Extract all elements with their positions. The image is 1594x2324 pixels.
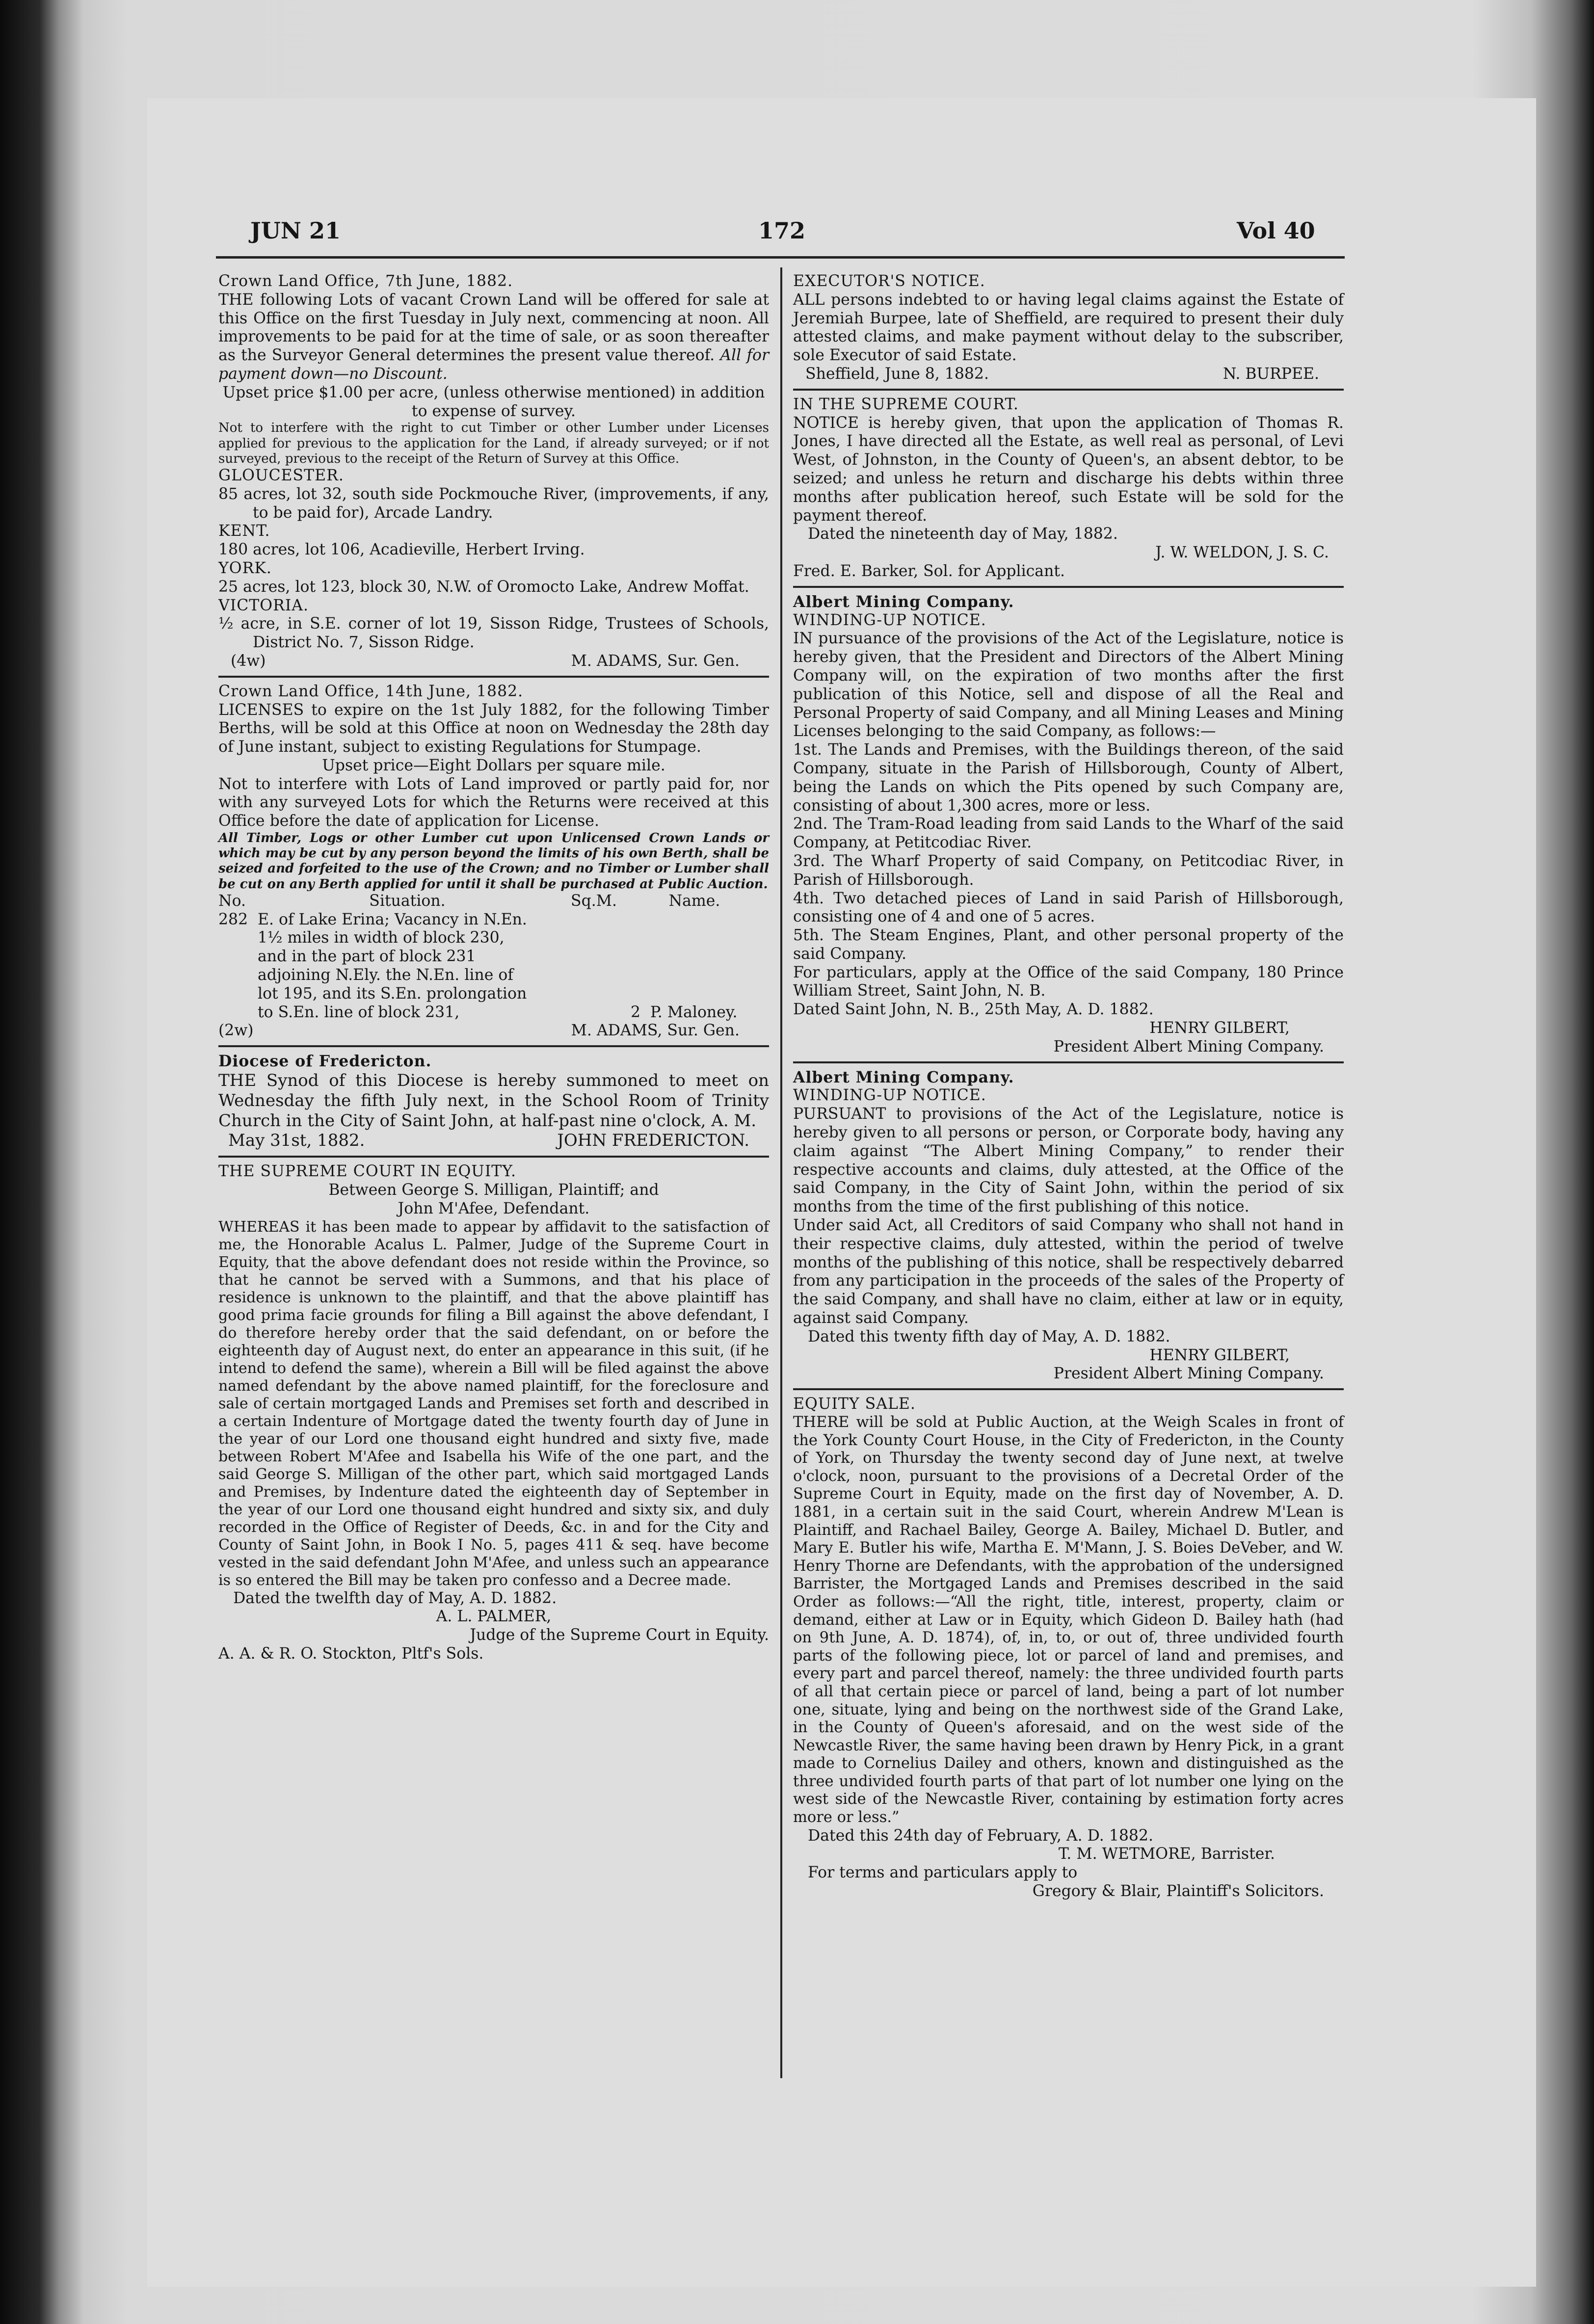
equity-sale-heading: EQUITY SALE.	[793, 1395, 916, 1413]
crown-land-note: Not to interfere with the right to cut Timber or other Lumber under Licenses applied for previous to the application for the Land, if already surveyed; or if not surveyed, previous to the receipt of the Return of Survey at this Office.	[218, 421, 769, 466]
albert-2-title: Albert Mining Company.	[793, 1068, 1014, 1086]
albert-1-item-5: 5th. The Steam Engines, Plant, and other personal property of the said Company.	[793, 926, 1344, 963]
crown-land-2-upset-price: Upset price—Eight Dollars per square mile.	[322, 756, 665, 774]
albert-1-signer-title: President Albert Mining Company.	[1053, 1037, 1324, 1056]
equity-sale-terms: For terms and particulars apply to	[808, 1864, 1078, 1882]
crown-land-notice-2	[218, 683, 769, 1041]
albert-2-body-2: Under said Act, all Creditors of said Company who shall not hand in their respective claims, duly attested, within the period of twelve months of the publishing of this notice, shall be respectively debarred from any participation in the proceeds of the sales of the Property of the said Company, and shall have no claim, either at law or in equity, against said Company.	[793, 1216, 1344, 1327]
separator	[218, 1156, 769, 1158]
supreme-heading: IN THE SUPREME COURT.	[793, 395, 1019, 413]
crown-land-2-body: LICENSES to expire on the 1st July 1882, for the following Timber Berths, will be sold at this Office at noon on Wednesday the 28th day of June instant, subject to existing Regulations for Stumpage.	[218, 701, 769, 756]
county-kent-heading: KENT.	[218, 522, 270, 540]
county-york-lot: 25 acres, lot 123, block 30, N.W. of Oromocto Lake, Andrew Moffat.	[218, 578, 749, 596]
county-victoria-lot: ½ acre, in S.E. corner of lot 19, Sisson Ridge, Trustees of Schools, District No. 7, Sisson Ridge.	[218, 615, 769, 652]
crown-land-2-signature: (2w) M. ADAMS, Sur. Gen.	[218, 1022, 740, 1040]
column-divider	[780, 267, 782, 2078]
crown-land-heading: Crown Land Office, 7th June, 1882.	[218, 272, 513, 290]
albert-2-signer-title: President Albert Mining Company.	[1053, 1365, 1324, 1383]
crown-land-body: THE following Lots of vacant Crown Land will be offered for sale at this Office on the first Tuesday in July next, commencing at noon. All improvements to be paid for at the time of sale, or as soon thereafter as the Surveyor General determines the present value thereof. All for payment down—no Discount.	[218, 290, 770, 383]
equity-court-notice	[218, 1162, 769, 1664]
diocese-body: THE Synod of this Diocese is hereby summoned to meet on Wednesday the fifth July next, in the School Room of Trinity Church in the City of Saint John, at half-past nine o'clock, A. M.	[218, 1071, 769, 1131]
executor-heading: EXECUTOR'S NOTICE.	[793, 272, 985, 290]
crown-land-upset-price: Upset price $1.00 per acre, (unless otherwise mentioned) in addition to expense of survey.	[222, 383, 765, 420]
equity-sale-solicitors: Gregory & Blair, Plaintiff's Solicitors.	[1032, 1882, 1324, 1901]
berth-table-row: 282 E. of Lake Erina; Vacancy in N.En. 1½ miles in width of block 230, and in the part of block 231 adjoining N.Ely. the N.En. line of lot 195, and its S.En. prolongation to S.En. line of block 231, 2 P. Maloney.	[218, 910, 738, 1021]
albert-1-title: Albert Mining Company.	[793, 592, 1014, 611]
equity-signer: A. L. PALMER,	[436, 1608, 552, 1626]
albert-2-body: PURSUANT to provisions of the Act of the Legislature, notice is hereby given to all persons or person, or Corporate body, having any claim against “The Albert Mining Company,” to render their respective accounts and claims, duly attested, at the Office of the said Company, in the City of Saint John, within the period of six months from the time of the first publishing of this notice.	[793, 1105, 1344, 1216]
supreme-body: NOTICE is hereby given, that upon the application of Thomas R. Jones, I have directed all the Estate, as well real as personal, of Levi West, of Johnston, in the County of Queen's, an absent debtor, to be seized; and unless he return and discharge his debts within three months after publication hereof, such Estate will be sold for the payment thereof.	[793, 414, 1344, 525]
crown-land-2-italic-note: All Timber, Logs or other Lumber cut upon Unlicensed Crown Lands or which may be cut by any person beyond the limits of his own Berth, shall be seized and forfeited to the use of the Crown; and no Timber or Lumber shall be cut on any Berth applied for until it shall be purchased at Public Auction.	[218, 831, 769, 892]
albert-2-signer: HENRY GILBERT,	[1149, 1346, 1290, 1364]
albert-1-subtitle: WINDING-UP NOTICE.	[793, 611, 986, 629]
albert-1-item-2: 2nd. The Tram-Road leading from said Lands to the Wharf of the said Company, at Petitcodiac River.	[793, 815, 1344, 852]
header-date: JUN 21	[250, 217, 341, 244]
albert-mining-notice-2	[793, 1068, 1344, 1384]
berth-table-header: No. Situation. Sq.M. Name.	[218, 892, 720, 910]
equity-defendant: John M'Afee, Defendant.	[398, 1199, 590, 1217]
supreme-signer: J. W. WELDON, J. S. C.	[1155, 544, 1329, 562]
equity-body: WHEREAS it has been made to appear by affidavit to the satisfaction of me, the Honorable Acalus L. Palmer, Judge of the Supreme Court in Equity, that the above defendant does not reside within the Province, so that he cannot be served with a Summons, and that his place of residence is unknown to the plaintiff, and that the above plaintiff has good prima facie grounds for filing a Bill against the above defendant, I do therefore hereby order that the said defendant, on or before the eighteenth day of August next, do enter an appearance in this suit, (if he intend to defend the same), wherein a Bill will be filed against the above named defendant by the above named plaintiff, for the foreclosure and sale of certain mortgaged Lands and Premises set forth and described in a certain Indenture of Mortgage dated the twenty fourth day of June in the year of our Lord one thousand eight hundred and sixty five, made between Robert M'Afee and Isabella his Wife of the one part, and the said George S. Milligan of the other part, which said mortgaged Lands and Premises, by Indenture dated the eighteenth day of September in the year of our Lord one thousand eight hundred and sixty six, and duly recorded in the Office of Register of Deeds, &c. in and for the City and County of Saint John, in Book I No. 5, pages 411 & seq. have become vested in the said defendant John M'Afee, and unless such an appearance is so entered the Bill may be taken pro confesso and a Decree made.	[218, 1218, 769, 1589]
albert-1-item-1: 1st. The Lands and Premises, with the Buildings thereon, of the said Company, situate in the Parish of Hillsborough, County of Albert, being the Lands on which the Pits opened by such Company are, consisting of about 1,300 acres, more or less.	[793, 741, 1344, 815]
albert-1-item-4: 4th. Two detached pieces of Land in said Parish of Hillsborough, consisting one of 4 and one of 5 acres.	[793, 889, 1344, 926]
diocese-title: Diocese of Fredericton.	[218, 1052, 432, 1071]
separator	[793, 586, 1344, 588]
albert-1-item-3: 3rd. The Wharf Property of said Company, on Petitcodiac River, in Parish of Hillsborough.	[793, 852, 1344, 889]
equity-sale-notice	[793, 1395, 1344, 1901]
albert-2-dated: Dated this twenty fifth day of May, A. D. 1882.	[808, 1327, 1170, 1346]
equity-heading: THE SUPREME COURT IN EQUITY.	[218, 1162, 517, 1181]
county-victoria-heading: VICTORIA.	[218, 596, 309, 614]
diocese-signature: May 31st, 1882. JOHN FREDERICTON.	[228, 1131, 749, 1151]
crown-land-notice-1	[218, 272, 769, 671]
equity-solicitors: A. A. & R. O. Stockton, Pltf's Sols.	[218, 1644, 484, 1663]
separator	[218, 1045, 769, 1047]
equity-sale-signer: T. M. WETMORE, Barrister.	[1058, 1845, 1275, 1863]
equity-between: Between George S. Milligan, Plaintiff; and	[328, 1181, 659, 1199]
albert-mining-notice-1	[793, 593, 1344, 1056]
header-page-number: 172	[758, 217, 806, 244]
county-kent-lot: 180 acres, lot 106, Acadieville, Herbert Irving.	[218, 541, 585, 559]
albert-1-signer: HENRY GILBERT,	[1149, 1019, 1290, 1037]
executor-signature: Sheffield, June 8, 1882. N. BURPEE.	[805, 365, 1319, 383]
right-column	[793, 272, 1344, 1901]
separator	[218, 676, 769, 678]
crown-land-signature: (4w) M. ADAMS, Sur. Gen.	[231, 652, 740, 670]
supreme-applicant: Fred. E. Barker, Sol. for Applicant.	[793, 562, 1065, 580]
header-rule	[216, 256, 1345, 259]
separator	[793, 1388, 1344, 1390]
diocese-notice	[218, 1052, 769, 1151]
albert-1-body: IN pursuance of the provisions of the Act of the Legislature, notice is hereby given, that the President and Directors of the Albert Mining Company will, on the expiration of two months after the first publication of this Notice, sell and dispose of all the Real and Personal Property of said Company, and all Mining Leases and Mining Licenses belonging to the said Company, as follows:—	[793, 630, 1344, 740]
county-gloucester-lot: 85 acres, lot 32, south side Pockmouche River, (improvements, if any, to be paid for), Arcade Landry.	[218, 485, 769, 522]
albert-1-particulars: For particulars, apply at the Office of the said Company, 180 Prince William Street, Saint John, N. B.	[793, 963, 1344, 1000]
header-volume: Vol 40	[1237, 217, 1315, 244]
crown-land-2-note: Not to interfere with Lots of Land improved or partly paid for, nor with any surveyed Lots for which the Returns were received at this Office before the date of application for License.	[218, 775, 769, 830]
equity-sale-body: THERE will be sold at Public Auction, at the Weigh Scales in front of the York County Court House, in the City of Fredericton, in the County of York, on Thursday the twenty second day of June next, at twelve o'clock, noon, pursuant to the provisions of a Decretal Order of the Supreme Court in Equity, made on the first day of November, A. D. 1881, in a certain suit in the said Court, wherein Andrew M'Lean is Plaintiff, and Rachael Bailey, George A. Bailey, Michael D. Butler, and Mary E. Butler his wife, Martha E. M'Mann, J. S. Boies DeVeber, and W. Henry Thorne are Defendants, with the approbation of the undersigned Barrister, the Mortgaged Lands and Premises described in the said Order as follows:—“All the right, title, interest, property, claim or demand, either at Law or in Equity, which Gideon D. Bailey hath (had on 9th June, A. D. 1874), of, in, to, or out of, three undivided fourth parts of the following piece, lot or parcel of land and premises, and every part and parcel thereof, namely: the three undivided fourth parts of all that certain piece or parcel of land, being a part of lot number one, situate, lying and being on the northwest side of the Grand Lake, in the County of Queen's aforesaid, and on the west side of the Newcastle River, the same having been drawn by Henry Pick, in a grant made to Cornelius Dailey and others, known and distinguished as the three undivided fourth parts of that part of lot number one lying on the west side of the Newcastle River, containing by estimation forty acres more or less.”	[793, 1414, 1344, 1826]
county-york-heading: YORK.	[218, 559, 272, 577]
equity-sale-dated: Dated this 24th day of February, A. D. 1882.	[808, 1826, 1154, 1845]
left-column	[218, 272, 769, 1664]
separator	[793, 1061, 1344, 1063]
executors-notice	[793, 272, 1344, 384]
separator	[793, 389, 1344, 391]
equity-dated: Dated the twelfth day of May, A. D. 1882.	[233, 1589, 557, 1607]
albert-1-dated: Dated Saint John, N. B., 25th May, A. D. 1882.	[793, 1001, 1154, 1019]
supreme-dated: Dated the nineteenth day of May, 1882.	[808, 525, 1118, 543]
supreme-court-notice	[793, 396, 1344, 581]
executor-body: ALL persons indebted to or having legal claims against the Estate of Jeremiah Burpee, late of Sheffield, are required to present their duly attested claims, and make payment without delay to the subscriber, sole Executor of said Estate.	[793, 290, 1344, 365]
albert-2-subtitle: WINDING-UP NOTICE.	[793, 1086, 986, 1105]
county-gloucester-heading: GLOUCESTER.	[218, 466, 344, 484]
crown-land-2-heading: Crown Land Office, 14th June, 1882.	[218, 682, 524, 700]
equity-signer-title: Judge of the Supreme Court in Equity.	[470, 1626, 769, 1644]
